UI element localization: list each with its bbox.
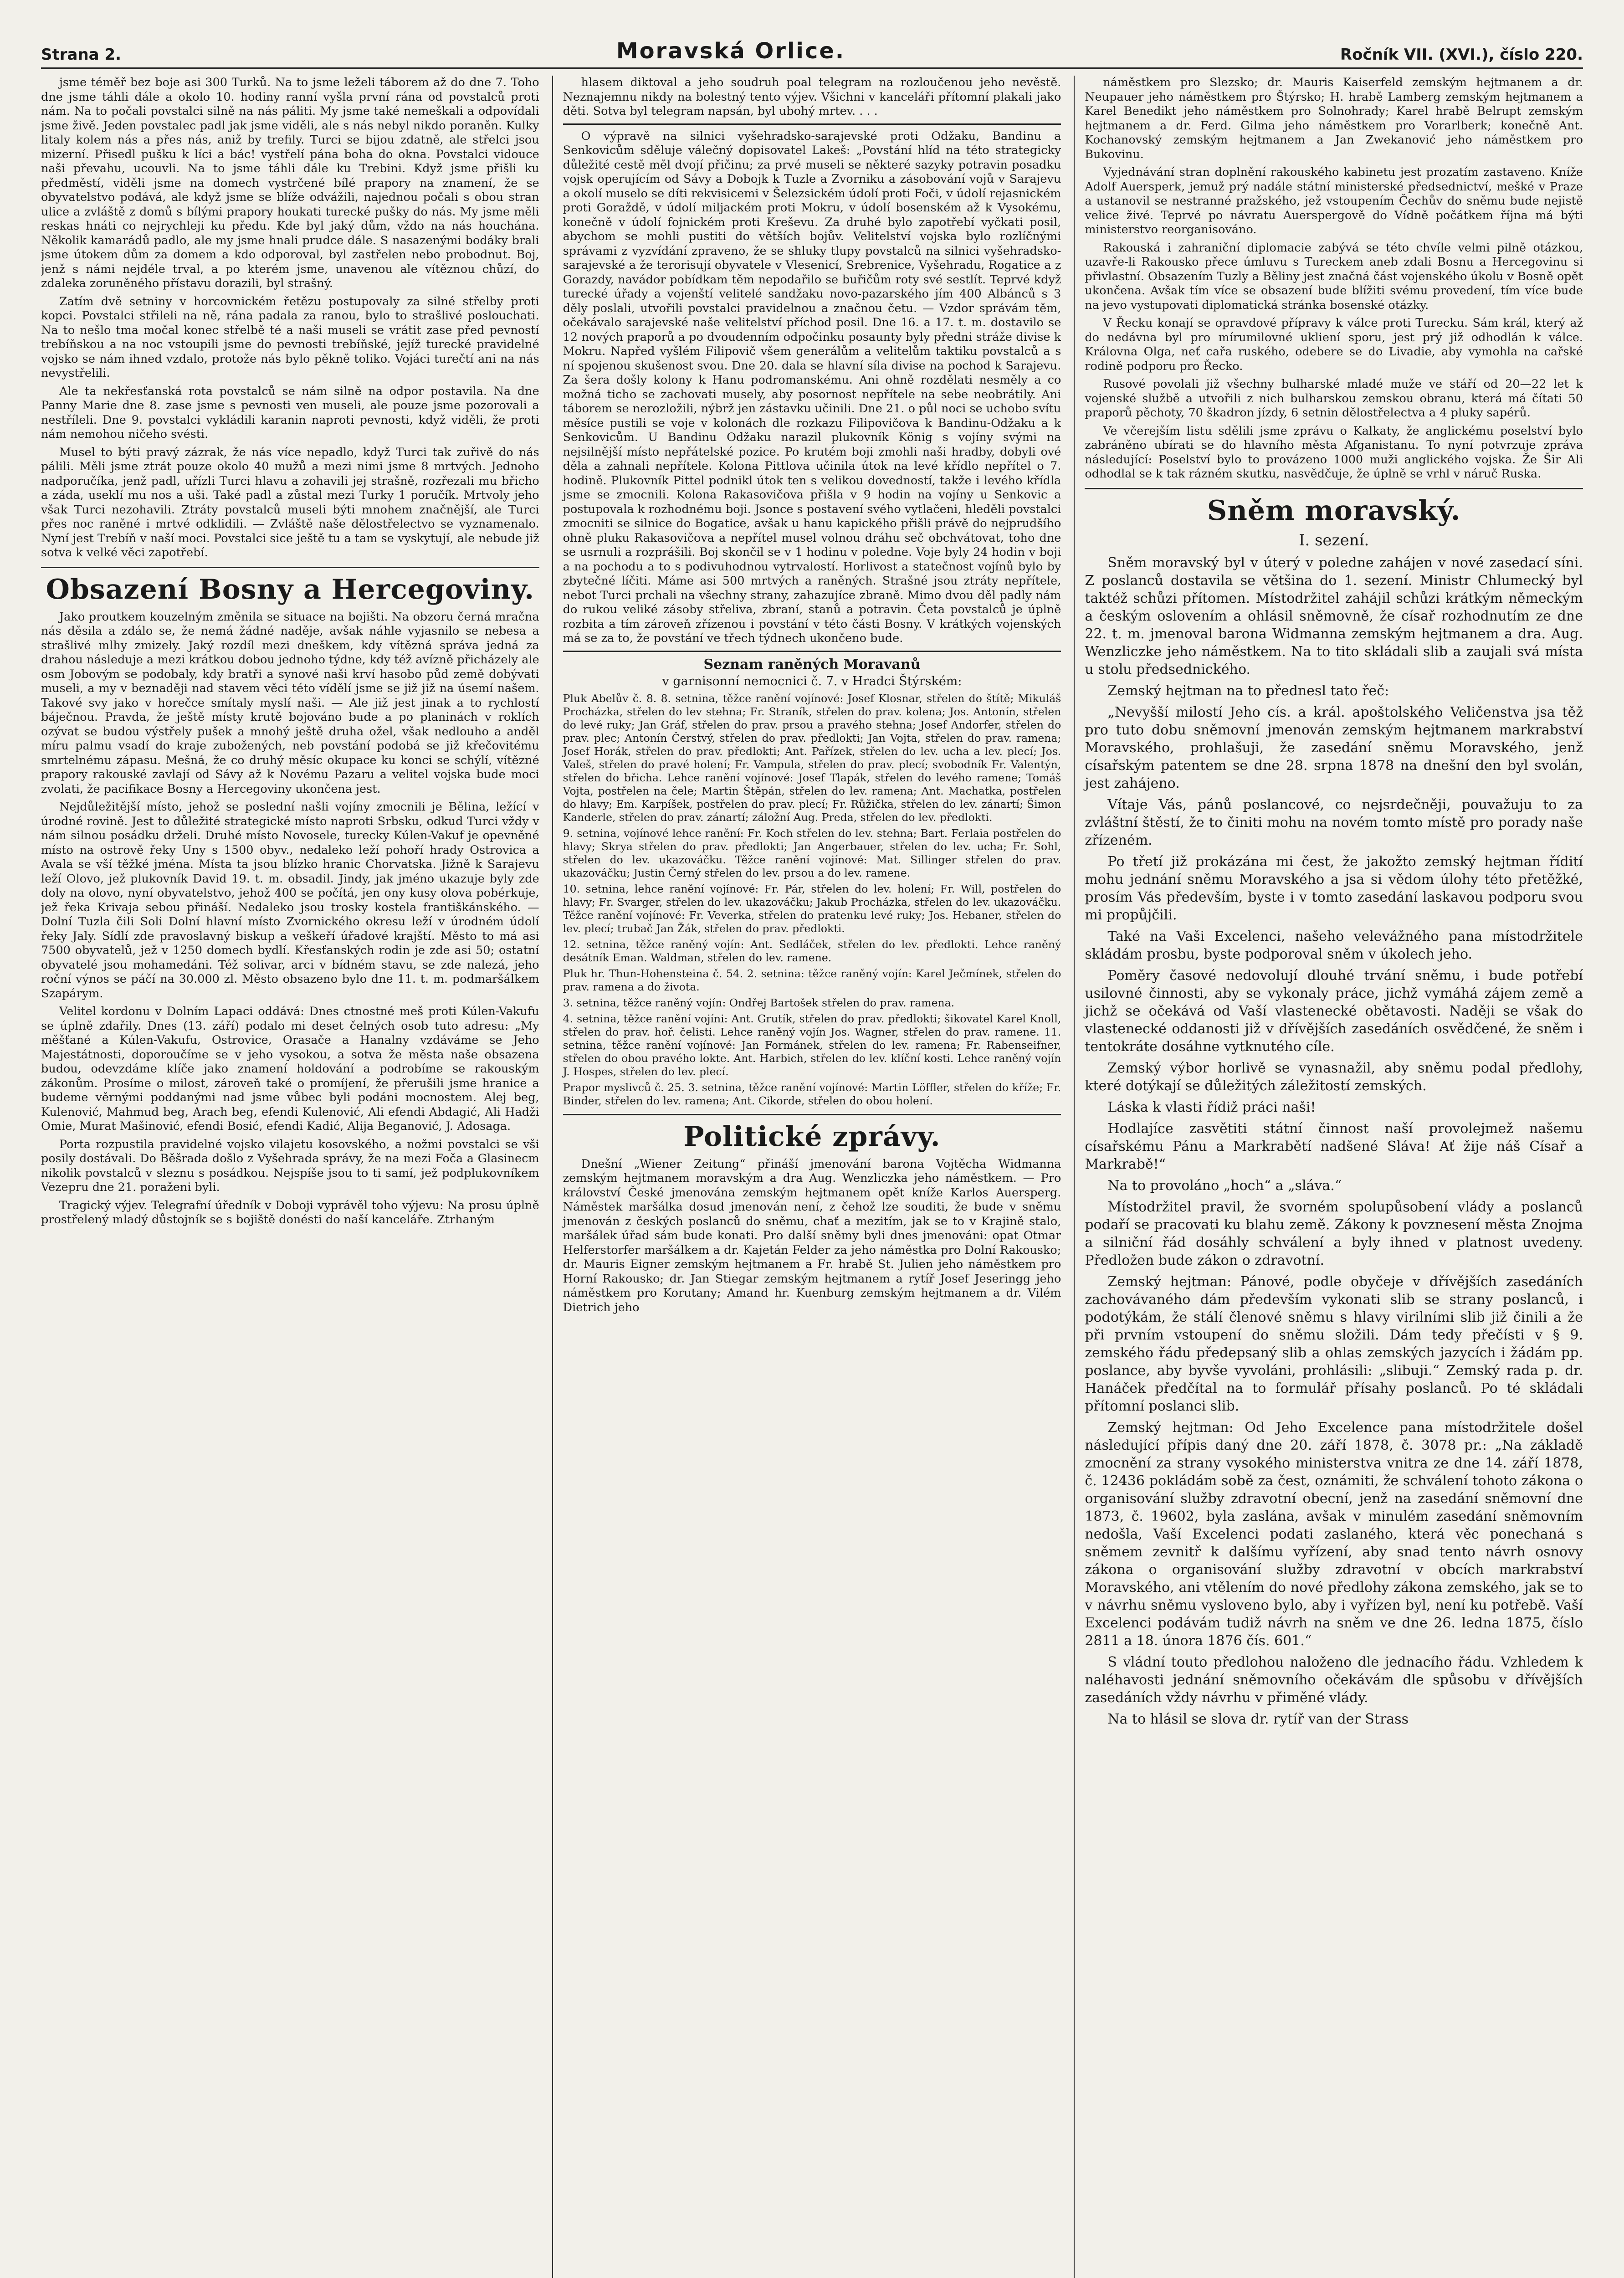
columns: [41, 76, 1583, 2278]
article-paragraph: Zemský výbor horlivě se vynasnažil, aby sněmu podal předlohy, které dotýkají se důležitých záležitostí zemských.: [1085, 1060, 1583, 1094]
article-paragraph: Poměry časové nedovolují dlouhé trvání sněmu, i bude potřebí usilovné činnosti, aby se vykonaly práce, jichž vymáhá zájem země a jichž se očekává od Vaší vlastenecké obětavosti. Naději se však do vlastenecké oddanosti již v dřívějších zasedáních osvědčené, že sněm i tentokráte dosáhne vytknutého cíle.: [1085, 967, 1583, 1055]
article-paragraph: Láska k vlasti řídiž práci naši!: [1107, 1099, 1316, 1115]
article-paragraph: Zemský hejtman: Pánové, podle obyčeje v dřívějších zasedáních zachovávaného dám především vykonati slib se strany poslanců, i podotýkám, že stálí členové sněmu s hlavy virilními slib již činili a že při prvním vstoupení do sněmu složili. Dám tedy přečísti v § 9. zemského řádu předepsaný slib a ohlas zemských jazycích i žádám pp. poslance, aby byvše vyvoláni, prohlásili: „slibuji.“ Zemský rada p. dr. Hanáček předčítal na to formulář přísahy poslanců. Po té skládali přítomní poslanci slib.: [1085, 1273, 1583, 1414]
article-paragraph: jsme téměř bez boje asi 300 Turků. Na to jsme leželi táborem až do dne 7. Toho dne jsme táhli dále a okolo 10. hodiny ranní vyšla první rána od povstalců proti nám. Na to počali povstalci silně na nás páliti. My jsme také nemeškali a odpovídali jsme živě. Jeden povstalec padl jak jsme viděli, ale s nás nebyl nikdo poraněn. Kulky litaly kolem nás a přes nás, aniž by trefily. Turci se bijou zdatně, ale střelci jsou mizerní. Přisedl pušku k líci a bác! vystřelí pána boha do okna. Povstalci vidouce naši převahu, ucouvli. Na to jsme táhli dále ku Trebini. Když jsme přišli ku předměstí, viděli jsme na domech vystrčené bílé prapory na znamení, že se obyvatelstvo podává, ale když jsme se blíže odvážili, najednou počali s obou stran ulice a zvláště z domů s bílými prapory houkati turecké pušky do nás. My jsme měli reskas hnáti co nejrychleji ku předu. Kde byl jaký dům, vždo na nás houchána. Několik kamarádů padlo, ale my jsme hnali prudce dále. S nasazenými bodáky brali jsme útokem dům za domem a kdo odporoval, byl zastřelen nebo probodnut. Boj, jenž s námi nejdéle trval, a po kterém jsme, unavenou ale vítěznou chůzí, do zdaleka zoruněného přístavu dorazili, byl strašný.: [41, 76, 539, 290]
divider: [563, 651, 1061, 652]
article-paragraph: Tragický výjev. Telegrafní úředník v Doboji vyprávěl toho výjevu: Na prosu úplně prostřelený mladý důstojník se s bojiště donésti do naší kanceláře. Ztrhaným: [41, 1198, 539, 1226]
casualty-list: Pluk hr. Thun-Hohensteina č. 54. 2. setnina: těžce raněný vojín: Karel Ječmínek, střelen do prav. ramena a do života.: [563, 967, 1061, 993]
article-paragraph: Na to hlásil se slova dr. rytíř van der Strass: [1107, 1711, 1409, 1727]
list-subheading: v garnisonní nemocnici č. 7. v Hradci Štýrském:: [662, 674, 962, 688]
article-paragraph: „Nevyšší milostí Jeho cís. a král. apoštolského Veličenstva jsa těž pro tuto dobu sněmovní jmenován zemským hejtmanem markrabství Moravského, prohlašuji, že zasedání sněmu Moravského, jenž císařským patentem se dne 28. srpna 1878 na dnešní den byl svolán, jest zahájeno.: [1085, 704, 1583, 791]
article-paragraph: Zatím dvě setniny v horcovnickém řetězu postupovaly za silné střelby proti kopci. Povstalci střileli na ně, rána padala za ranou, bylo to strašlivé poslouchati. Na to nešlo tma močal konec střelbě té a naši museli se vrátit zase před pevností trebíňskou a na noc vstoupili jsme do pevnosti trebíňské, jejíž turecké pravidelné vojsko se nám ihned vzdalo, protože nás bylo pěkně toliko. Vojáci turečtí ani na nás nevystřelili.: [41, 294, 539, 380]
casualty-list: Pluk Abelův č. 8. 8. setnina, těžce ranění vojínové: Josef Klosnar, střelen do štítě; Mikuláš Procházka, střelen do lev stehna; Fr. Straník, střelen do prav. kolena; Jos. Antonín, střelen do levé ruky; Jan Gráf, střelen do prav. prsou a pravého stehna; Josef Andorfer, střelen do prav. plec; Antonín Čerstvý, střelen do prav. předlokti; Jan Vojta, střelen do prav. ramena; Josef Horák, střelen do prav. předlokti; Ant. Pařízek, střelen do lev. ucha a lev. plecí; Jos. Valeš, střelen do pravé holení; Fr. Vampula, střelen do prav. plecí; svobodník Fr. Valentýn, střelen do břicha. Lehce ranění vojínové: Josef Tlapák, střelen do levého ramene; Tomáš Vojta, postřelen na čele; Martin Štěpán, střelen do lev. ramena; Ant. Machatka, postřelen do hlavy; Em. Karpíšek, postřelen do prav. plecí; Fr. Růžička, střelen do lev. zánartí; Šimon Kanderle, střelen do prav. zánartí; záložní Aug. Preda, střelen do lev. předlokti.: [563, 692, 1061, 824]
casualty-list: 4. setnina, těžce ranění vojíni: Ant. Grutík, střelen do prav. předlokti; šikovatel Karel Knoll, střelen do prav. hoř. čelisti. Lehce raněný vojín Jos. Wagner, střelen do prav. ramene. 11. setnina, těžce ranění vojínové: Jan Formánek, střelen do lev. ramena; Fr. Rabenseifner, střelen do obou pravého lokte. Ant. Harbich, střelen do lev. klíční kosti. Lehce raněný vojín J. Hospes, střelen do lev. plecí.: [563, 1012, 1061, 1078]
article-paragraph: Na to provoláno „hoch“ a „sláva.“: [1107, 1177, 1342, 1194]
article-paragraph: Sněm moravský byl v úterý v poledne zahájen v nové zasedací síni. Z poslanců dostavila se většina do 1. sezení. Ministr Chlumecký byl taktéž schůzi přítomen. Místodržitel zahájil schůzi krátkým německým a českým oslovením a ohlásil sněmovně, že císař rozhodnutím ze dne 22. t. m. jmenoval barona Widmanna zemským hejtmanem a dra. Aug. Wenzliczke jeho náměstkem. Na to tito skládali slib a zaujali svá místa u stolu předsednického.: [1085, 554, 1583, 677]
section-heading: Politické zprávy.: [563, 1114, 1061, 1153]
article-paragraph: Musel to býti pravý zázrak, že nás více nepadlo, když Turci tak zuřivě do nás pálili. Měli jsme ztrát pouze okolo 40 mužů a mezi nimi jsme 8 mrtvých. Jednoho nadporučíka, jenž padl, uřízli Turci hlavu a zohavili jej strašně, rozřezali mu břicho a záda, useklí mu nos a uši. Také padl a zůstal mezi Turky 1 poručík. Mrtvoly jeho však Turci nezohavili. Ztráty povstalců museli býti mnohem značnější, ale Turci přes noc raněné i mrtvé odklidili. — Zvláště naše dělostřelectvo se vyznamenalo. Nyní jest Trebíň v naší moci. Povstalci sice ještě tu a tam se vyskytují, ale nebude již sotva k velké věci zapotřebí.: [41, 445, 539, 559]
casualty-list: Prapor myslivců č. 25. 3. setnina, těžce ranění vojínové: Martin Löffler, střelen do kříže; Fr. Binder, střelen do lev. ramena; Ant. Cikorde, střelen do obou holení.: [563, 1081, 1061, 1107]
article-paragraph: Rakouská i zahraniční diplomacie zabývá se této chvíle velmi pilně otázkou, uzavře-li Rakousko přece úmluvu s Tureckem aneb zdali Bosnu a Hercegovinu si přivlastní. Obsazením Tuzly a Běliny jest značná část vojenského úkolu v Bosně opět ukončena. Avšak tím více se obsazení bude blížiti svému provedení, tím více bude na jevo vystupovati diplomatická stránka bosenské otázky.: [1085, 241, 1583, 312]
article-paragraph: Rusové povolali již všechny bulharské mladé muže ve stáří od 20—22 let k vojenské službě a utvořili z nich bulharskou zemskou obranu, která má čítati 50 praporů pěchoty, 70 škadron jízdy, 6 setnin dělostřelectva a 4 pluky sapérů.: [1085, 377, 1583, 420]
casualty-list: 12. setnina, těžce raněný vojín: Ant. Sedláček, střelen do lev. předlokti. Lehce raněný desátník Eman. Waldman, střelen do lev. ramene.: [563, 938, 1061, 964]
article-paragraph: Porta rozpustila pravidelné vojsko vilajetu kosovského, a nožmi povstalci se vši posily dostávali. Do Běšrada došlo z Vyšehrada správy, že na mezi Foča a Glasinecm nikolik povstalců v sleznu s posádkou. Nejspíše jsou to ti samí, jež podplukovníkem Vezepru dne 21. poraženi byli.: [41, 1137, 539, 1194]
list-heading: Seznam raněných Moravanů: [703, 656, 921, 672]
divider: [563, 123, 1061, 125]
article-paragraph: Jako proutkem kouzelným změnila se situace na bojišti. Na obzoru černá mračna nás děsila a zdálo se, že nemá žádné naděje, avšak náhle vyjasnilo se nebesa a strašlivé mlhy zmizely. Jaký rozdíl mezi dneškem, kdy vítězná správa jedná za drahou následuje a mezi krátkou dobou jednoho týdne, kdy též avízně přicházely ale osm Jobovým se podobaly, kdy bratři a synové naši krví hasobo půd země dobývati museli, a my v beznaději nad stavem věci této vídělí jsme se již již na úsemí našem. Takové svy jako v horečce smítaly myslí naši. — Ale již jest jinak a to rychlostí báječnou. Pravda, že ještě místy krutě bojováno bude a po planinách v roklích ozývat se budou výstřely pušek a mnohý ještě druha ožel, však nedlouho a anděl míru palmu vsadí do kraje zubožených, neb povstání podobá se již křečovitému smrtelnému zápasu. Mešná, že co druhý měsíc okupace ku konci se schýlí, vítězné prapory rakouské zavlají od Sávy až k Novému Pazaru a velitel vojska bude moci zvolati, že pacifikace Bosny a Hercegoviny ukončena jest.: [41, 610, 539, 796]
article-paragraph: Zemský hejtman: Od Jeho Excelence pana místodržitele došel následující přípis daný dne 20. září 1878, č. 3078 pr.: „Na základě zmocnění za strany vysokého ministerstva vnitra ze dne 14. září 1878, č. 12436 pokládám sobě za čest, oznámiti, že schválení tohoto zákona o organisování služby zdravotní obecní, jenž na zasedání sněmovní dne 1873, č. 19602, byla zaslána, avšak v minulém zasedání sněmovním nedošla, Vaší Excelenci podati zaslaného, která věc ponechaná s sněmem zevnitř k dalšímu vyřízení, aby snad tento návrh osnovy zákona o organisování služby zdravotní v obcích markrabství Moravského, ani vtělením do nové předlohy zákona zemského, jak se to v návrhu sněmu vysloveno bylo, aby i vyřízen byl, není ku potřebě. Vaší Excelenci podávám tudiž návrh na sněm ve dne 26. ledna 1875, číslo 2811 a 18. února 1876 čís. 601.“: [1085, 1419, 1583, 1649]
masthead: [41, 32, 1583, 69]
column-3: [1074, 76, 1583, 2278]
article-paragraph: Po třetí již prokázána mi čest, že jakožto zemský hejtman řídití mohu jednání sněmu Moravského a jsa si vědom úlohy této přetěžké, prosím Vás především, byste i v tomto zasedání laskavou podporu svou mi propůjčili.: [1085, 853, 1583, 923]
article-paragraph: Zemský hejtman na to přednesl tato řeč:: [1107, 682, 1389, 699]
section-heading: Obsazení Bosny a Hercegoviny.: [41, 567, 539, 605]
section-heading: Sněm moravský.: [1085, 488, 1583, 527]
article-paragraph: Také na Vaši Excelenci, našeho velevážného pana místodržitele skládám prosbu, byste podporoval sněm v úkolech jeho.: [1085, 928, 1583, 962]
article-paragraph: hlasem diktoval a jeho soudruh poal telegram na rozloučenou jeho nevěstě. Neznajemnu nikdy na bolestný tento výjev. Všichni v kanceláři přítomní plakali jako děti. Sotva byl telegram napsán, byl ubohý mrtev. . . .: [563, 76, 1061, 118]
casualty-list: 3. setnina, těžce raněný vojín: Ondřej Bartošek střelen do prav. ramena.: [563, 996, 955, 1009]
article-paragraph: Nejdůležitější místo, jehož se poslední našli vojíny zmocnili je Bělina, ležící v úrodné rovině. Jest to důležité strategické místo naproti Srbsku, odkud Turci vždy v nám silnou posádku drželi. Druhé místo Novosele, turecky Kúlen-Vakuf je opevněné místo na ostrově řeky Uny s 1500 obyv., nedaleko leží pohoří hrady Ostrovica a Avala se vší těžké jména. Místa ta jsou blízko hranic Chorvatska. Jižně k Sarajevu leží Olovo, jež plukovník David 19. t. m. obsadil. Jindy, jak jméno ukazuje byly zde doly na olovo, nyní obyvatelstvo, jehož 400 se počítá, jen ony kusy olova pobérkuje, jež řeka Krivaja sebou přináší. Nedaleko jsou trosky kostela františkánského. — Dolní Tuzla čili Soli Dolní hlavní místo Zvornického okresu leží v úrodném údolí řeky Jaly. Sídlí zde pravoslavný biskup a veškeří úřadové krajští. Město to má asi 7500 obyvatelů, jež v 1250 domech bydlí. Křesťanských rodin je zde asi 50; ostatní obyvatelé jsou mohamedáni. Též solivar, arci v bídném stavu, se zde nalezá, jeho roční výnos se páčí na 30.000 zl. Město obsazeno bylo dne 11. t. m. podmaršálkem Szapárym.: [41, 800, 539, 1000]
article-paragraph: Hodlajíce zasvětiti státní činnost naší provolejmež našemu císařskému Pánu a Markrabětí nadšené Sláva! Ať žije náš Císař a Markrabě!“: [1085, 1120, 1583, 1172]
newspaper-title: Moravská Orlice.: [616, 38, 845, 64]
article-paragraph: S vládní touto předlohou naloženo dle jednacího řádu. Vzhledem k naléhavosti jednání sněmovního očekávám dle spůsobu v dřívějších zasedáních vždy návrhu v přiměné vlády.: [1085, 1654, 1583, 1706]
casualty-list: 9. setnina, vojínové lehce ranění: Fr. Koch střelen do lev. stehna; Bart. Ferlaia postřelen do hlavy; Skrya střelen do prav. předlokti; Jan Angerbauer, střelen do lev. ucha; Fr. Sohl, střelen do lev. ukazováčku. Těžce ranění vojínové: Mat. Sillinger střelen do prav. ukazováčku; Justin Černý střelen do lev. prsou a do lev. ramene.: [563, 826, 1061, 879]
article-paragraph: Vyjednávání stran doplnění rakouského kabinetu jest prozatím zastaveno. Kníže Adolf Auersperk, jemuž prý nadále státní ministerské předsednictví, mešké v Praze a ustanovil se nestranné pražského, jež vstoupením Čechův do sněmu bude nejistě velice živé. Teprvé po návratu Auerspergově do Vídně počátkem října má býti ministerstvo reorganisováno.: [1085, 165, 1583, 236]
article-paragraph: Dnešní „Wiener Zeitung“ přináší jmenování barona Vojtěcha Widmanna zemským hejtmanem moravským a dra Aug. Wenzliczka jeho náměstkem. — Pro království České jmenována zemským hejtmanem opět kníže Karlos Auersperg. Náměstek maršálka dosud jmenován není, z čehož lze souditi, že bude v sněmu jmenován z českých poslanců do sněmu, chať a mezitím, jak se to v Krajině stalo, maršálek úřad sám bude konati. Pro další sněmy byli dnes jmenováni: opat Otmar Helferstorfer maršálkem a dr. Kajetán Felder za jeho náměstka pro Dolní Rakousko; dr. Mauris Eigner zemským hejtmanem a Fr. hrabě St. Julien jeho náměstkem pro Horní Rakousko; dr. Jan Stiegar zemským hejtmanem a rytíř Josef Jeseringg jeho náměstkem pro Korutany; Amand hr. Kuenburg zemským hejtmanem a dr. Vilém Dietrich jeho: [563, 1157, 1061, 1314]
section-subheading: I. sezení.: [1299, 531, 1369, 549]
article-paragraph: Ve včerejším listu sdělili jsme zprávu o Kalkaty, že anglickému poselství bylo zabráněno ubírati se do hlavního města Afganistanu. To nyní potvrzuje zpráva následující: Poselství bylo to provázeno 1000 muži anglického vojska. Že Šir Ali odhodlal se k tak rázném skutku, nasvědčuje, že úplně se vrhl v náruč Ruska.: [1085, 424, 1583, 481]
issue-info: Ročník VII. (XVI.), číslo 220.: [1340, 46, 1583, 64]
column-1: [41, 76, 539, 2278]
article-paragraph: náměstkem pro Slezsko; dr. Mauris Kaiserfeld zemským hejtmanem a dr. Neupauer jeho náměstkem pro Štýrsko; H. hrabě Lamberg zemským hejtmanem a Karel Benedikt jeho náměstkem pro Solnohrady; Karel hrabě Belrupt zemským hejtmanem a dr. Ferd. Gilma jeho náměstkem pro Vorarlberk; konečně Ant. Kochanovský zemským hejtmanem a Jan Zwekanović jeho náměstkem pro Bukovinu.: [1085, 76, 1583, 161]
article-paragraph: Místodržitel pravil, že svorném spolupůsobení vlády a poslanců podaří se pracovati ku blahu země. Zákony k povznesení města Znojma a silniční řád dosáhly schválení a byly ihned v platnost uvedeny. Předložen bude zákon o zdravotní.: [1085, 1199, 1583, 1268]
casualty-list: 10. setnina, lehce ranění vojínové: Fr. Pár, střelen do lev. holení; Fr. Will, postřelen do hlavy; Fr. Svarger, střelen do lev. ukazováčku; Jakub Procházka, střelen do lev. ukazováčku. Těžce ranění vojínové: Fr. Veverka, střelen do pratenku levé ruky; Jos. Hebaner, střelen do lev. plecí; trubač Jan Žák, střelen do prav. předlokti.: [563, 882, 1061, 935]
column-2: [552, 76, 1061, 2278]
article-paragraph: V Řecku konají se opravdové přípravy k válce proti Turecku. Sám král, který až do nedávna byl pro mírumilovné ukliení sporu, jest prý již odhodlán k válce. Královna Olga, neť cařa ruského, odebere se do Livadie, aby vymohla na cařské rodině podporu pro Řecko.: [1085, 316, 1583, 373]
page-number: Strana 2.: [41, 46, 122, 64]
article-paragraph: Vítaje Vás, pánů poslancové, co nejsrdečněji, pouvažuju to za zvláštní štěstí, že to činiti mohu na novém tomto místě pro porady naše zřízeném.: [1085, 796, 1583, 848]
article-paragraph: O výpravě na silnici vyšehradsko-sarajevské proti Odžaku, Bandinu a Senkovicům sděluje válečný dopisovatel Lakeš: „Povstání hlíd na této strategicky důležité cestě měl dvojí přičinu; za prvé museli se některé sazyky potravin posadku vojsk operujícím od Sávy a Dobojk k Tuzle a Zvorniku a zásobování vojů v Sarajevu a okolí muselo se díti rekvisicemi v Šelezsickém údolí proti Foči, v údolí rejasnickém proti Goraždě, v údolí miljackém proti Mokru, v údolí bosenském až k Vysokému, konečně v údolí fojnickém proti Kreševu. Za druhé bylo zapotřebí vyčkati posil, abychom se mohli pustiti do větších bojův. Velitelství vojska bylo rozlíčnými správami z vyzvídání zpraveno, že se shluky tlupy povstalců na silnici vyšehradsko-sarajevské a že terorisují obyvatele v Vlesenicí, Srebrenice, Vyšehradu, Rogatice a z Gorazdy, navádor pobídkam těm nepodařilo se buřičům roty své sestlít. Teprvé když turecké úřady a vojenští velitelé sandžaku novo-pazarského jím 400 Albánců s 3 děly poslali, utvořili povstalci pravidelnou a značnou četu. — Vzdor správám těm, očekávalo sarajevské naše velitelství příchod posil. Dne 16. a 17. t. m. dostavilo se 12 nových praporů a po dvoudenním odpočinku posaunty byly předni stráže divise k Mokru. Napřed vyšlém Filipovič všem generálům a velitelům taktiku povstalců a s ní spojenou skušenost svou. Dne 20. dala se hlavní síla divise na pochod k Sarajevu. Za šera došly kolony k Hanu podromanskému. Ani ohně rozdělati nesměly a co možná ticho se zachovati musely, aby posornost nepřítele na sebe neobrátily. Ani táborem se nerozložili, nýbrž jen zástavku učinili. Dne 21. o půl noci se uchobo svítu měsíce pustili se voje v kolonách dle rozkazu Filipovičova k Bandinu-Odžaku a k Senkovicům. U Bandinu Odžaku narazil plukovník König s vojíny svými na nejsilnější místo nepřátelské pozice. Po krutém boji zmohli naši hradby, dobyli ové děla a zahnali nepřítele. Kolona Pittlova učinila útok na levé křídlo nepřítel o 7. hodině. Plukovník Pittel podnikl útok ten s velikou dovedností, takže i levého křídla jsme se zmocnili. Kolona Rakasovičova přišla v 9 hodin na vojíny u Senkovic a postupovala k rozhodnému boji. Jsonce s postavení svého vytlačeni, hleděli povstalci zmocniti se silnice do Bogatice, avšak u hanu kapického přišli právě do nejprudšího ohně pluku Rakasovičova a nepřítel musel volnou dráhu seč obchvátovat, toho dne se usrnuli a rozprášili. Boj skončil se v 1 hodinu v poledne. Voje byly 24 hodin v boji a na pochodu a to s podivuhodnou vytrvalostí. Horlivost a statečnost vojínů bylo by zbytečné líčiti. Máme asi 500 mrtvých a raněných. Strašné jsou ztráty nepřítele, nebot Turci prchali na všechny strany, zahazujíce zbraně. Mimo dvou děl padly nám do rukou veliké zásoby střeliva, zbraní, stanů a potravin. Četa povstalců je úplně rozbita a tím zároveň zřízenou i povstání v této části Bosny. V krátkých vojenských má se za to, že povstání ve třech týdnech ukončeno bude.: [563, 129, 1061, 645]
article-paragraph: Ale ta nekřesťanská rota povstalců se nám silně na odpor postavila. Na dne Panny Marie dne 8. zase jsme s pevnosti ven museli, ale pouze jsme pozorovali a nestříleli. Dne 9. povstalci vykládili karanin naproti pevnosti, když viděli, že proti nám nemohou ničeho svésti.: [41, 384, 539, 441]
article-paragraph: Velitel kordonu v Dolním Lapaci oddává: Dnes ctnostné meš proti Kúlen-Vakufu se úplně zdařily. Dnes (13. září) podalo mi deset čelných osob tuto adresu: „My měšťané a Kúlen-Vakufu, Ostrovice, Orasače a Hanalny vzdáváme se Jeho Majestátnosti, doporoučíme se v jeho vysokou, a sotva že města naše obsazena budou, odevzdáme klíče jako znamení holdování a podrobíme se rakouským zákonům. Prosíme o milost, zároveň také o promíjení, že přerušili jsme hranice a budeme věrnými poddanými nad jsme vůbec byli podáni mocnostem. Alej beg, Kulenović, Mahmud beg, Arach beg, efendi Kulenović, Ali efendi Abdagić, Ali Hadži Omie, Murat Mašinović, efendi Bosić, efendi Kadić, Alija Beganović, J. Adosaga.: [41, 1005, 539, 1133]
